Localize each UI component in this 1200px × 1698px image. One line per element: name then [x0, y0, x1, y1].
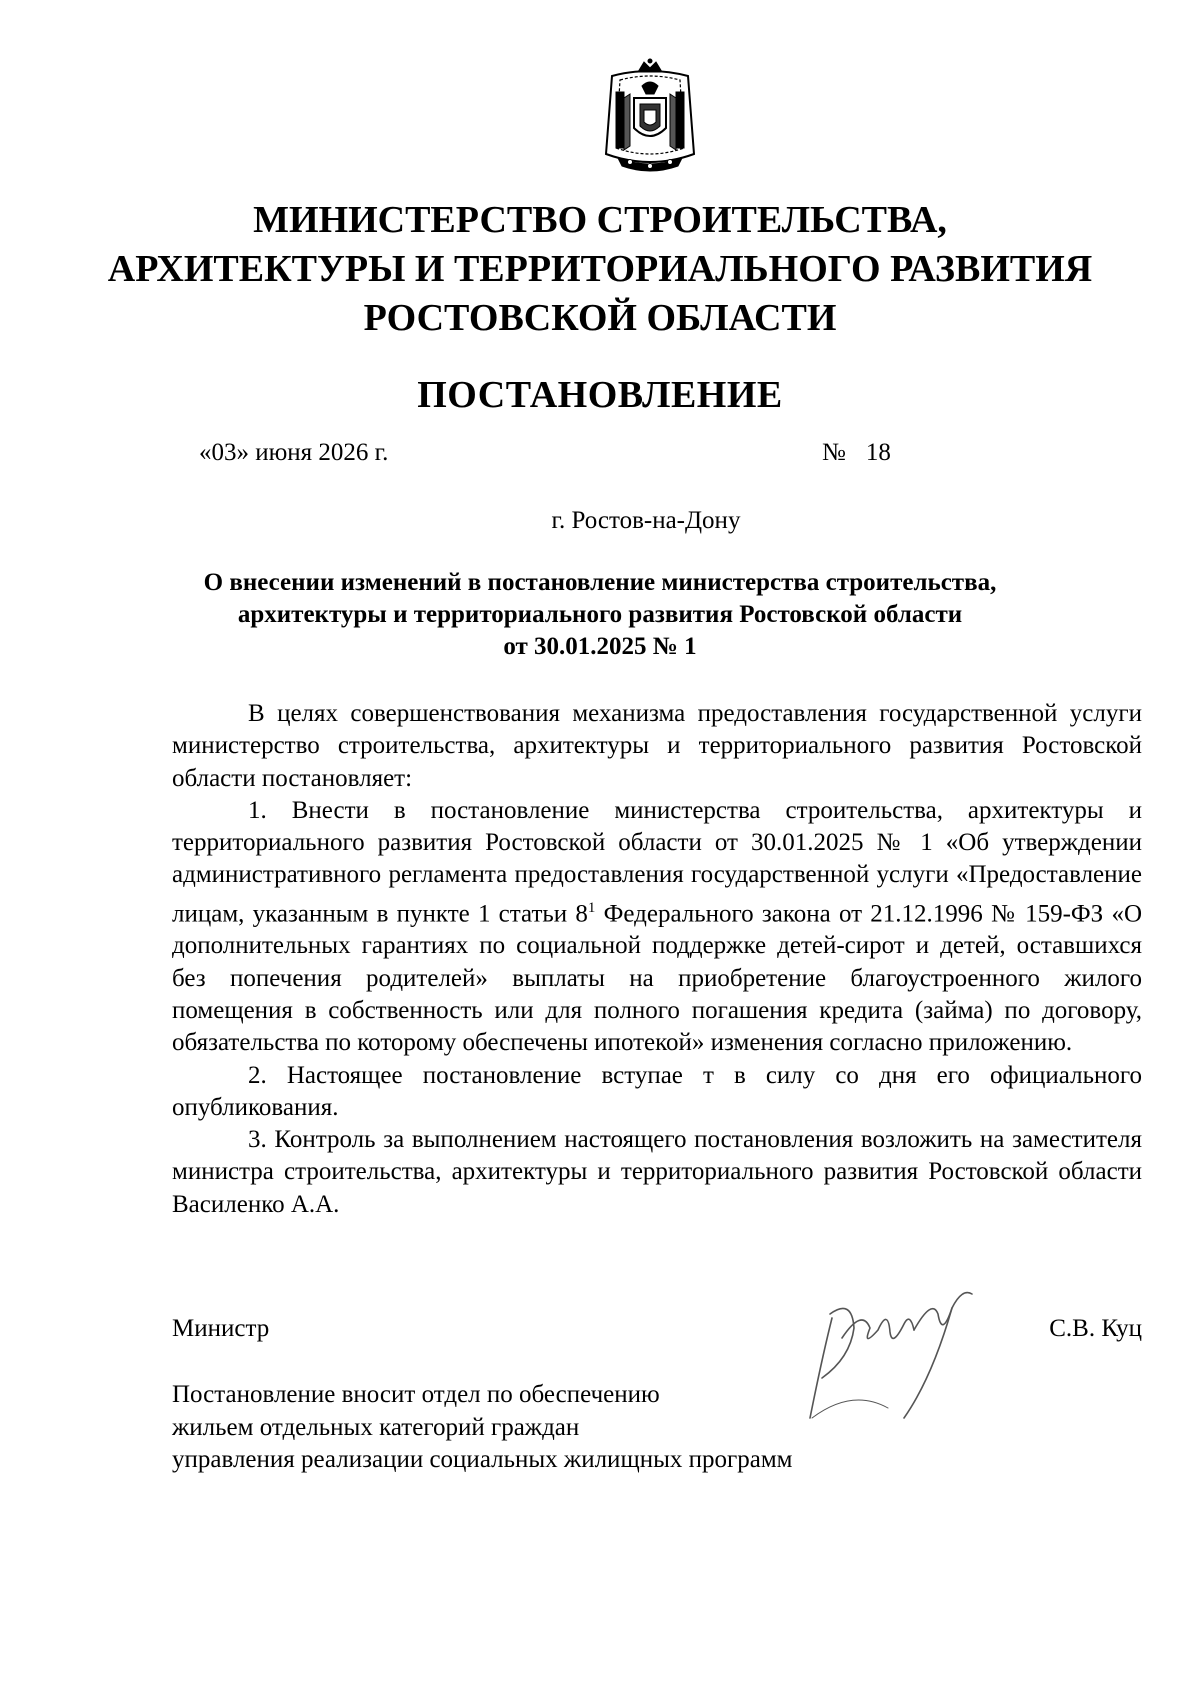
intro-paragraph: В целях совершенствования механизма предоставления государственной услуги министерство строительства, архитектуры и территориального развития Ростовской области постановляет: — [172, 700, 1142, 792]
item-1-text: 1. Внести в постановление министерства строительства, архитектуры и территориального развития Ростовской области от 30.01.2025 № 1 «Об утверждении административного регламента предоставления государственной услуги «Предоставление лицам, указанным в пункте 1 статьи 8 — [172, 796, 1142, 928]
document-subject — [0, 567, 1200, 663]
item-1-text-continued: Федерального закона от 21.12.1996 № 159-ФЗ «О дополнительных гарантиях по социальной поддержке детей-сирот и детей, оставшихся без попечения родителей» выплаты на приобретение благоустроенного жилого помещения в собственность или для полного погашения кредита (займа) по договору, обязательства по которому обеспечены ипотекой» изменения согласно приложению. — [172, 900, 1142, 1057]
document-number — [822, 437, 891, 469]
footer-line: Постановление вносит отдел по обеспечению — [172, 1381, 660, 1408]
handwritten-signature-icon — [792, 1268, 1002, 1438]
number-value: 18 — [865, 439, 891, 466]
footer-line: управления реализации социальных жилищных программ — [172, 1446, 793, 1473]
organization-title-line: АРХИТЕКТУРЫ И ТЕРРИТОРИАЛЬНОГО РАЗВИТИЯ — [107, 248, 1093, 290]
subject-line: от 30.01.2025 № 1 — [503, 633, 697, 660]
organization-title-line: РОСТОВСКОЙ ОБЛАСТИ — [363, 297, 837, 339]
document-city: г. Ростов-на-Дону — [551, 507, 741, 534]
footer-line: жильем отдельных категорий граждан — [172, 1413, 580, 1441]
document-body — [172, 698, 1142, 1221]
item-2-paragraph: 2. Настоящее постановление вступае т в силу со дня его официального опубликования. — [172, 1061, 1142, 1121]
signer-role: Министр — [172, 1315, 270, 1342]
number-sign: № — [822, 439, 846, 466]
coat-of-arms-icon — [590, 58, 710, 178]
subject-line: архитектуры и территориального развития Ростовской области — [237, 601, 963, 628]
superscript: 1 — [587, 899, 596, 916]
document-date: «03» июня 2026 г. — [199, 439, 389, 466]
signer-name: С.В. Куц — [1049, 1315, 1142, 1342]
item-3-paragraph: 3. Контроль за выполнением настоящего постановления возложить на заместителя министра строительства, архитектуры и территориального развития Ростовской области Василенко А.А. — [172, 1126, 1142, 1218]
subject-line: О внесении изменений в постановление министерства строительства, — [203, 569, 997, 596]
footer-note — [172, 1379, 792, 1477]
item-1-paragraph — [172, 795, 1142, 1060]
organization-title — [0, 196, 1200, 343]
organization-title-line: МИНИСТЕРСТВО СТРОИТЕЛЬСТВА, — [253, 199, 947, 241]
document-type: ПОСТАНОВЛЕНИЕ — [417, 374, 783, 416]
